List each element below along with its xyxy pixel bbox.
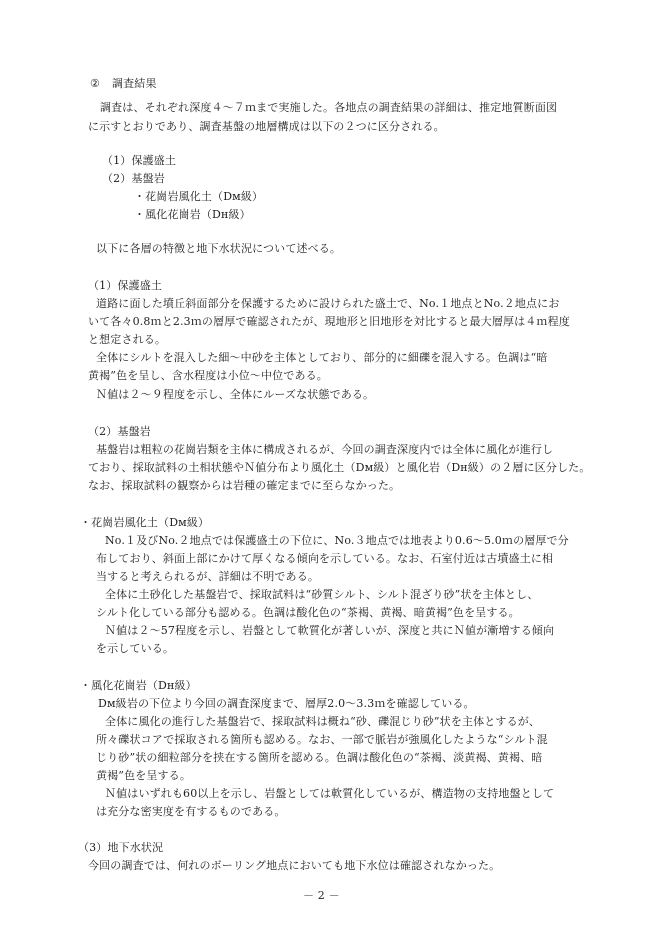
fill-line-6: Ｎ値は２～９程度を示し、全体にルーズな状態である。 <box>96 388 375 401</box>
fill-line-4: 全体にシルトを混入した細～中砂を主体としており、部分的に細礫を混入する。色調は“暗 <box>96 351 548 364</box>
fill-heading: （1）保護盛土 <box>88 279 163 292</box>
classification-sub-1: ・花崗岩風化土（Dм級） <box>134 190 264 203</box>
dm-line-4: 全体に土砂化した基盤岩で、採取試料は“砂質シルト、シルト混ざり砂”状を主体とし、 <box>105 588 539 601</box>
bedrock-line-3: なお、採取試料の観察からは岩種の確定までに至らなかった。 <box>88 479 401 492</box>
intro-line-2: に示すとおりであり、調査基盤の地層構成は以下の２つに区分される。 <box>88 120 445 133</box>
section-marker: ② <box>90 77 101 90</box>
dh-line-5: 黄褐”色を呈する。 <box>96 769 191 782</box>
classification-item-2: （2）基盤岩 <box>102 172 165 185</box>
section-title: 調査結果 <box>112 77 157 90</box>
dh-line-4: じり砂”状の細粒部分を挟在する箇所を認める。色調は酸化色の“茶褐、淡黄褐、黄褐、暗 <box>96 751 543 764</box>
classification-item-1: （1）保護盛土 <box>102 154 177 167</box>
dm-line-7: を示している。 <box>96 642 175 655</box>
dm-line-1: No.１及びNo.２地点では保護盛土の下位に、No.３地点では地表より0.6～5.0ｍの層厚で分 <box>105 534 569 547</box>
dm-line-2: 布しており、斜面上部にかけて厚くなる傾向を示している。なお、石室付近は古墳盛土に相 <box>96 552 554 565</box>
fill-line-5: 黄褐”色を呈し、含水程度は小位～中位である。 <box>88 369 328 382</box>
classification-sub-2: ・風化花崗岩（Dн級） <box>134 208 251 221</box>
lead-text: 以下に各層の特徴と地下水状況について述べる。 <box>96 242 342 255</box>
fill-line-2: いて各々0.8ｍと2.3ｍの層厚で確認されたが、現地形と旧地形を対比すると最大層厚は４ｍ程度 <box>88 315 570 328</box>
groundwater-line: 今回の調査では、何れのボーリング地点においても地下水位は確認されなかった。 <box>88 859 501 872</box>
groundwater-heading: （3）地下水状況 <box>78 841 164 854</box>
fill-line-3: と想定される。 <box>88 333 167 346</box>
dh-line-3: 所々礫状コアで採取される箇所も認める。なお、一部で脈岩が強風化したような“シルト混 <box>96 733 548 746</box>
dh-line-2: 全体に風化の進行した基盤岩で、採取試料は概ね“砂、礫混じり砂”状を主体とするが、 <box>105 715 541 728</box>
intro-line-1: 調査は、それぞれ深度４～７ｍまで実施した。各地点の調査結果の詳細は、推定地質断面図 <box>100 101 558 114</box>
dm-line-6: Ｎ値は２～57程度を示し、岩盤として軟質化が著しいが、深度と共にＮ値が漸増する傾向 <box>105 624 555 637</box>
dm-line-5: シルト化している部分も認める。色調は酸化色の“茶褐、黄褐、暗黄褐”色を呈する。 <box>96 606 520 619</box>
dm-line-3: 当すると考えられるが、詳細は不明である。 <box>96 570 319 583</box>
page-number: － 2 － <box>303 889 340 902</box>
bedrock-line-2: ており、採取試料の土相状態やＮ値分布より風化土（Dм級）と風化岩（Dн級）の２層に区分した。 <box>88 461 591 474</box>
bedrock-heading: （2）基盤岩 <box>88 425 151 438</box>
dm-heading: ・花崗岩風化土（Dм級） <box>80 516 210 529</box>
dh-line-6: Ｎ値はいずれも60以上を示し、岩盤としては軟質化しているが、構造物の支持地盤として <box>105 787 555 800</box>
dh-heading: ・風化花崗岩（Dн級） <box>80 679 197 692</box>
dh-line-7: は充分な密実度を有するものである。 <box>96 805 286 818</box>
bedrock-line-1: 基盤岩は粗粒の花崗岩類を主体に構成されるが、今回の調査深度内では全体に風化が進行し <box>96 443 554 456</box>
fill-line-1: 道路に面した墳丘斜面部分を保護するために設けられた盛土で、No.１地点とNo.２地点にお <box>96 297 560 310</box>
dh-line-1: Dм級岩の下位より今回の調査深度まで、層厚2.0～3.3ｍを確認している。 <box>98 697 475 710</box>
